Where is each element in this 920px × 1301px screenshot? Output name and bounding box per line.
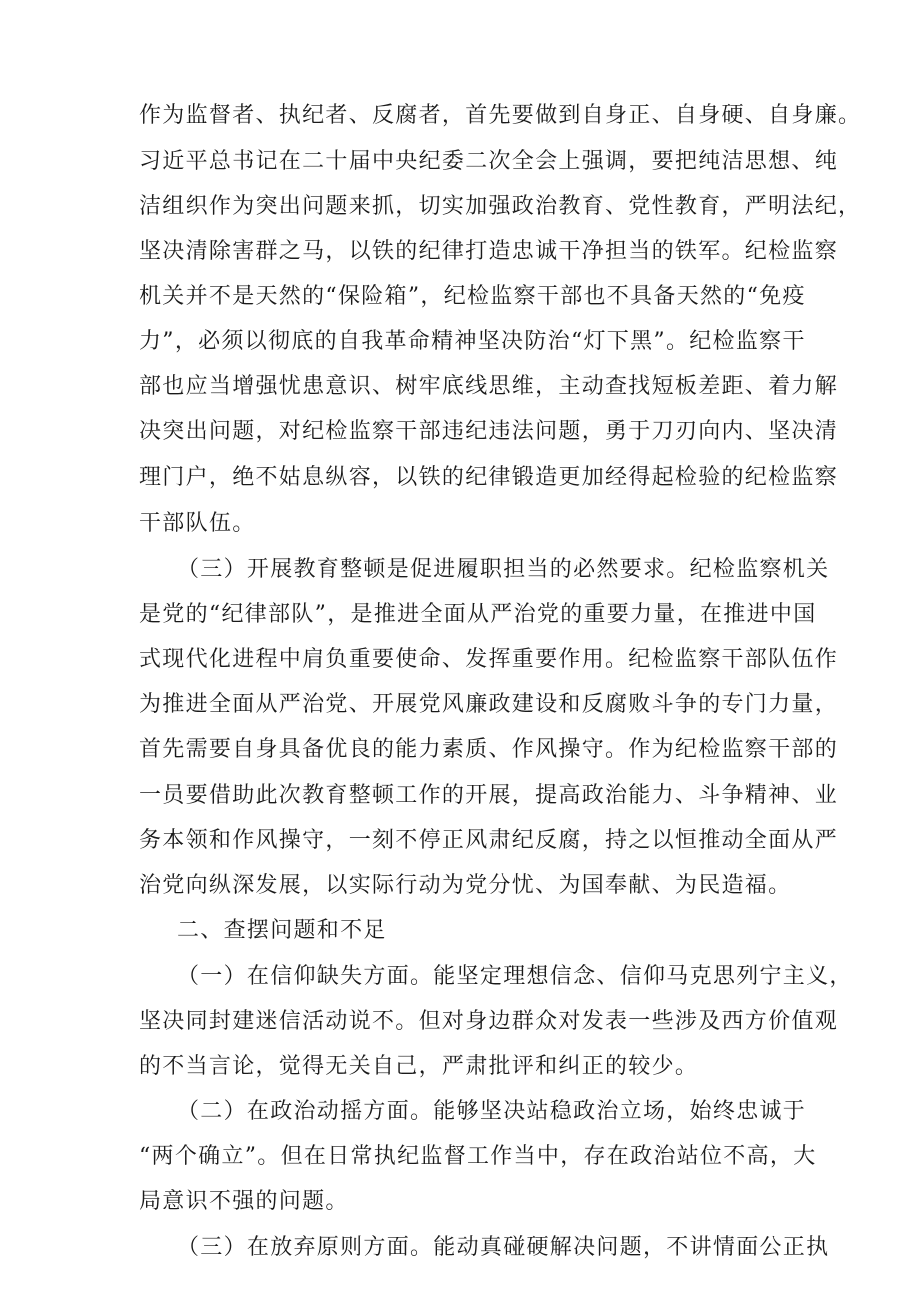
body-text-line: “两个确立”。但在日常执纪监督工作当中，存在政治站位不高，大 (139, 1144, 817, 1169)
body-text-line: 机关并不是天然的“保险箱”，纪检监察干部也不具备天然的“免疫 (139, 284, 806, 309)
body-text-line: 理门户，绝不姑息纵容，以铁的纪律锻造更加经得起检验的纪检监察 (139, 465, 839, 490)
body-text-line: 坚决同封建迷信活动说不。但对身边群众对发表一些涉及西方价值观 (139, 1009, 839, 1034)
body-text-line: 部也应当增强忧患意识、树牢底线思维，主动查找短板差距、着力解 (139, 374, 839, 399)
body-text-line: 首先需要自身具备优良的能力素质、作风操守。作为纪检监察干部的 (139, 737, 839, 762)
body-text-line: 务本领和作风操守，一刻不停正风肃纪反腐，持之以恒推动全面从严 (139, 828, 839, 853)
body-text-line: 局意识不强的问题。 (139, 1189, 349, 1214)
section-heading-line: （二）在政治动摇方面。能够坚决站稳政治立场，始终忠诚于 (177, 1099, 807, 1124)
body-text-line: 习近平总书记在二十届中央纪委二次全会上强调，要把纯洁思想、纯 (139, 149, 839, 174)
body-text-line: 力”，必须以彻底的自我革命精神坚决防治“灯下黑”。纪检监察干 (139, 329, 806, 354)
body-text-line: 式现代化进程中肩负重要使命、发挥重要作用。纪检监察干部队伍作 (139, 647, 839, 672)
chapter-heading: 二、查摆问题和不足 (177, 918, 387, 943)
body-text-line: 治党向纵深发展，以实际行动为党分忧、为国奉献、为民造福。 (139, 873, 792, 898)
section-heading-line: （三）开展教育整顿是促进履职担当的必然要求。纪检监察机关 (177, 557, 830, 582)
section-heading-line: （三）在放弃原则方面。能动真碰硬解决问题，不讲情面公正执 (177, 1235, 830, 1260)
body-text-line: 一员要借助此次教育整顿工作的开展，提高政治能力、斗争精神、业 (139, 783, 839, 808)
body-text-line: 为推进全面从严治党、开展党风廉政建设和反腐败斗争的专门力量， (139, 692, 839, 717)
body-text-line: 决突出问题，对纪检监察干部违纪违法问题，勇于刀刃向内、坚决清 (139, 419, 839, 444)
body-text-line: 的不当言论，觉得无关自己，严肃批评和纠正的较少。 (139, 1054, 699, 1079)
body-text-line: 是党的“纪律部队”，是推进全面从严治党的重要力量，在推进中国 (139, 602, 817, 627)
body-text-line: 洁组织作为突出问题来抓，切实加强政治教育、党性教育，严明法纪， (139, 194, 862, 219)
section-heading-line: （一）在信仰缺失方面。能坚定理想信念、信仰马克思列宁主义， (177, 964, 853, 989)
body-text-line: 坚决清除害群之马，以铁的纪律打造忠诚干净担当的铁军。纪检监察 (139, 239, 839, 264)
body-text-line: 干部队伍。 (139, 511, 256, 536)
body-text-line: 作为监督者、执纪者、反腐者，首先要做到自身正、自身硬、自身廉。 (139, 103, 862, 128)
